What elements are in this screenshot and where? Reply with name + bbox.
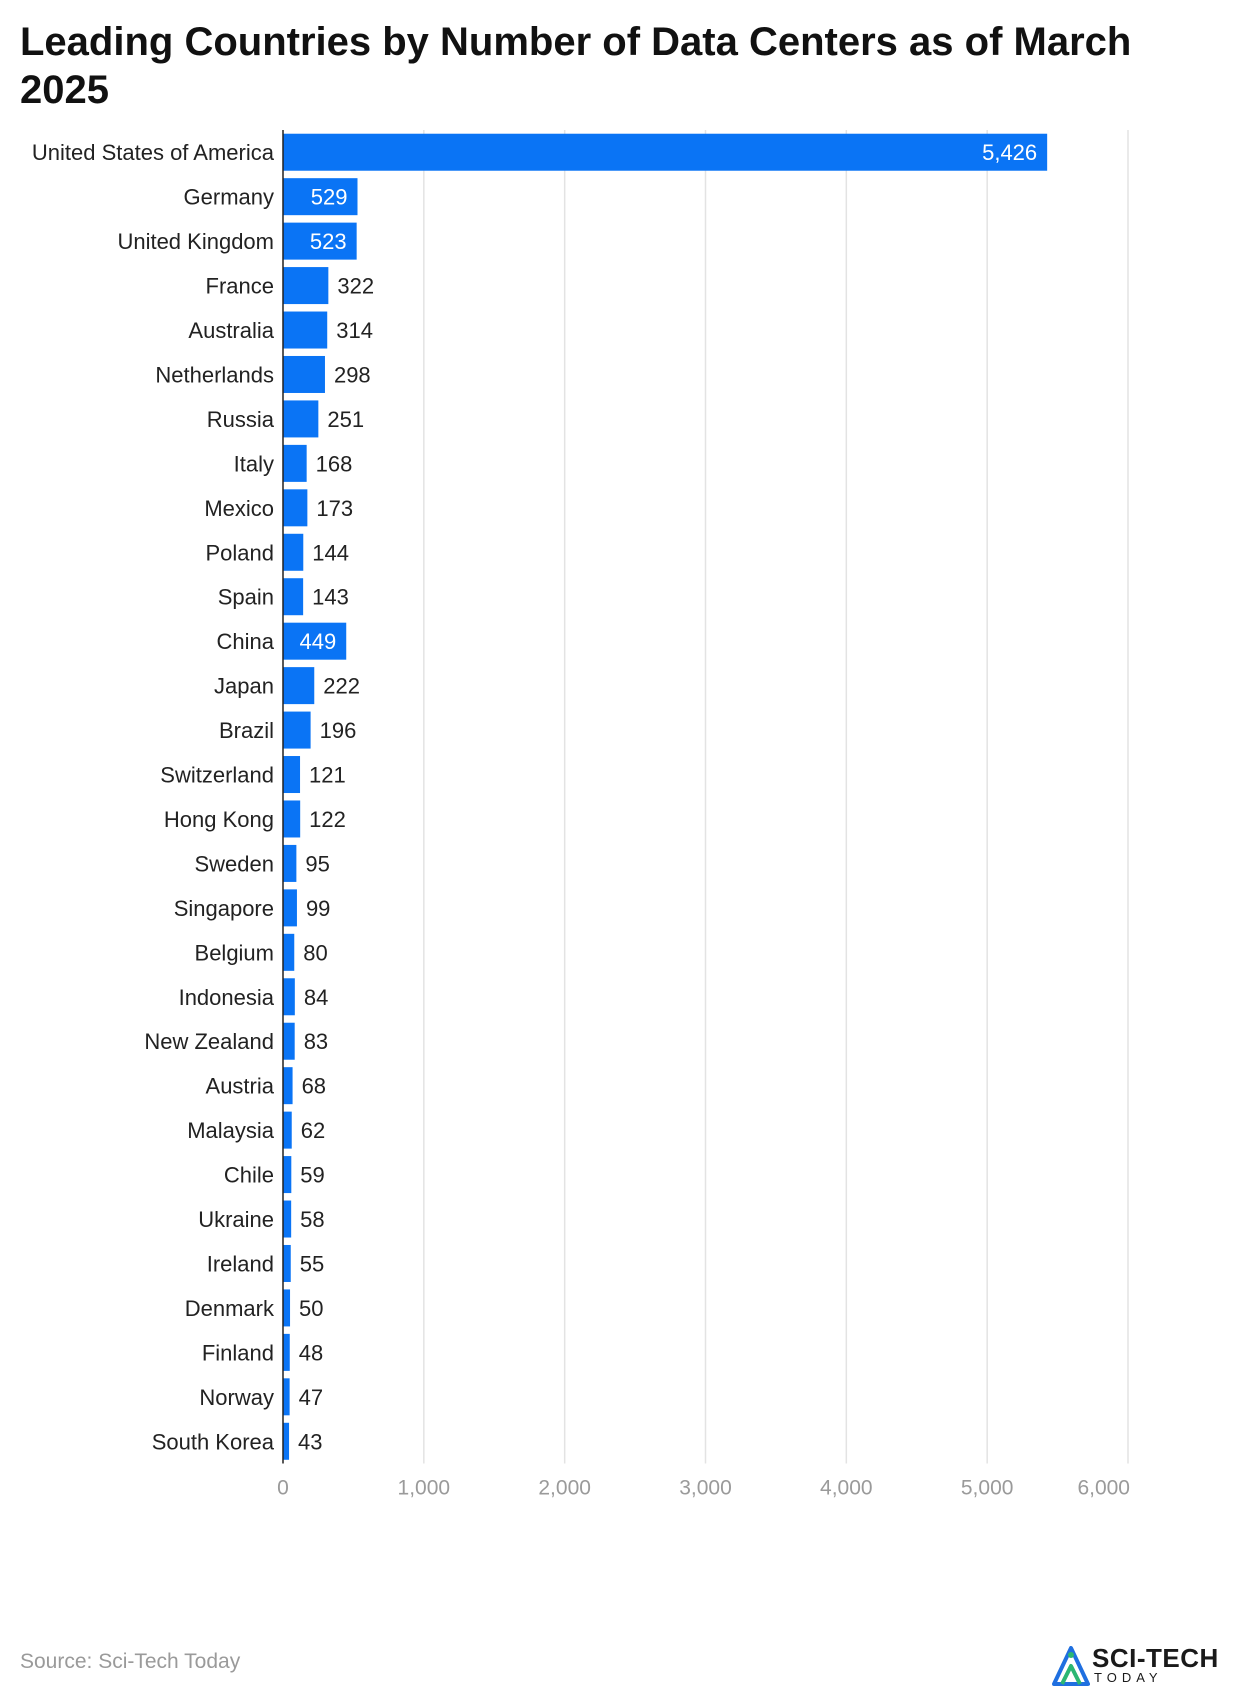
category-label: Japan [214, 673, 274, 699]
value-label: 529 [310, 184, 348, 210]
category-label: Indonesia [178, 984, 274, 1010]
value-label: 251 [327, 406, 365, 432]
category-label: Spain [217, 584, 274, 610]
value-label: 43 [298, 1429, 323, 1455]
bar [283, 934, 294, 971]
value-label: 95 [305, 851, 330, 877]
value-label: 122 [309, 806, 346, 832]
bar [283, 1245, 291, 1282]
chart-title: Leading Countries by Number of Data Centers as of March 2025 [20, 20, 1132, 112]
value-label: 168 [315, 451, 353, 477]
category-label: Netherlands [155, 362, 274, 388]
value-label: 47 [298, 1384, 324, 1410]
value-label: 50 [299, 1295, 324, 1321]
value-label: 58 [300, 1207, 325, 1233]
bar [283, 1156, 291, 1193]
brand-logo [1052, 1644, 1227, 1688]
category-label: Norway [199, 1384, 274, 1410]
bar [283, 134, 1047, 171]
x-tick-label: 1,000 [397, 1476, 451, 1500]
grid-lines [424, 130, 1128, 1464]
bar [283, 1334, 290, 1371]
bar [283, 489, 307, 526]
value-label: 59 [300, 1162, 325, 1188]
value-label: 322 [337, 273, 375, 299]
category-label: Australia [188, 318, 274, 344]
bar [283, 800, 300, 837]
value-label: 314 [336, 318, 373, 344]
value-label: 5,426 [982, 140, 1038, 166]
x-tick-label: 4,000 [820, 1476, 873, 1500]
bar [283, 534, 303, 571]
bars [283, 134, 1047, 1460]
value-label: 449 [299, 629, 337, 655]
source-note: Source: Sci-Tech Today [20, 1650, 241, 1673]
bar [283, 756, 300, 793]
bar [283, 845, 296, 882]
value-labels [298, 140, 1037, 1454]
category-label: United States of America [31, 140, 274, 166]
value-label: 523 [309, 229, 347, 255]
bar [283, 1289, 290, 1326]
category-label: Ireland [206, 1251, 274, 1277]
value-label: 298 [333, 362, 371, 388]
category-label: Finland [201, 1340, 274, 1366]
category-label: New Zealand [144, 1029, 274, 1055]
value-label: 83 [303, 1029, 329, 1055]
x-axis-ticks [277, 1477, 1130, 1500]
logo-triangle-icon [1052, 1646, 1090, 1686]
bar [283, 1023, 295, 1060]
category-label: Brazil [218, 718, 274, 744]
category-label: Denmark [184, 1295, 274, 1321]
value-label: 99 [305, 895, 331, 921]
x-tick-label: 6,000 [1077, 1476, 1130, 1500]
value-label: 143 [312, 584, 349, 610]
category-label: Mexico [204, 495, 274, 521]
bar [283, 1067, 293, 1104]
category-label: Poland [205, 540, 274, 566]
x-tick-label: 3,000 [679, 1476, 732, 1500]
category-label: Hong Kong [163, 806, 274, 832]
value-label: 121 [309, 762, 346, 788]
x-tick-label: 2,000 [538, 1476, 591, 1500]
bar [283, 1201, 291, 1238]
category-label: Russia [206, 406, 274, 432]
bar [283, 578, 303, 615]
bar [283, 267, 328, 304]
category-label: United Kingdom [117, 229, 274, 255]
category-label: Sweden [194, 851, 274, 877]
category-label: China [216, 629, 274, 655]
bar [283, 445, 307, 482]
value-label: 84 [303, 984, 329, 1010]
value-label: 222 [323, 673, 360, 699]
category-label: Malaysia [187, 1118, 274, 1144]
bar [283, 889, 297, 926]
value-label: 62 [300, 1118, 326, 1144]
bar [283, 356, 325, 393]
x-tick-label: 0 [277, 1476, 289, 1500]
value-label: 80 [303, 940, 328, 966]
value-label: 55 [299, 1251, 325, 1277]
brand-subname: TODAY [1094, 1670, 1163, 1685]
category-label: Ukraine [198, 1207, 274, 1233]
x-tick-label: 5,000 [960, 1476, 1014, 1500]
bar [283, 1378, 290, 1415]
category-labels [32, 140, 275, 1454]
bar [283, 312, 327, 349]
bar [283, 712, 311, 749]
value-label: 48 [298, 1340, 324, 1366]
value-label: 144 [312, 540, 349, 566]
value-label: 173 [316, 495, 354, 521]
category-label: South Korea [151, 1429, 274, 1455]
category-label: Singapore [173, 895, 274, 921]
category-label: Chile [223, 1162, 274, 1188]
value-label: 196 [319, 718, 357, 744]
bar [283, 1423, 289, 1460]
bar [283, 978, 295, 1015]
category-label: France [205, 273, 274, 299]
category-label: Austria [205, 1073, 274, 1099]
category-label: Germany [183, 184, 274, 210]
category-label: Italy [233, 451, 274, 477]
value-label: 68 [301, 1073, 327, 1099]
brand-name: SCI-TECH [1092, 1643, 1219, 1673]
bar [283, 400, 318, 437]
category-label: Belgium [194, 940, 274, 966]
category-label: Switzerland [160, 762, 274, 788]
bar [283, 667, 314, 704]
bar [283, 1112, 292, 1149]
